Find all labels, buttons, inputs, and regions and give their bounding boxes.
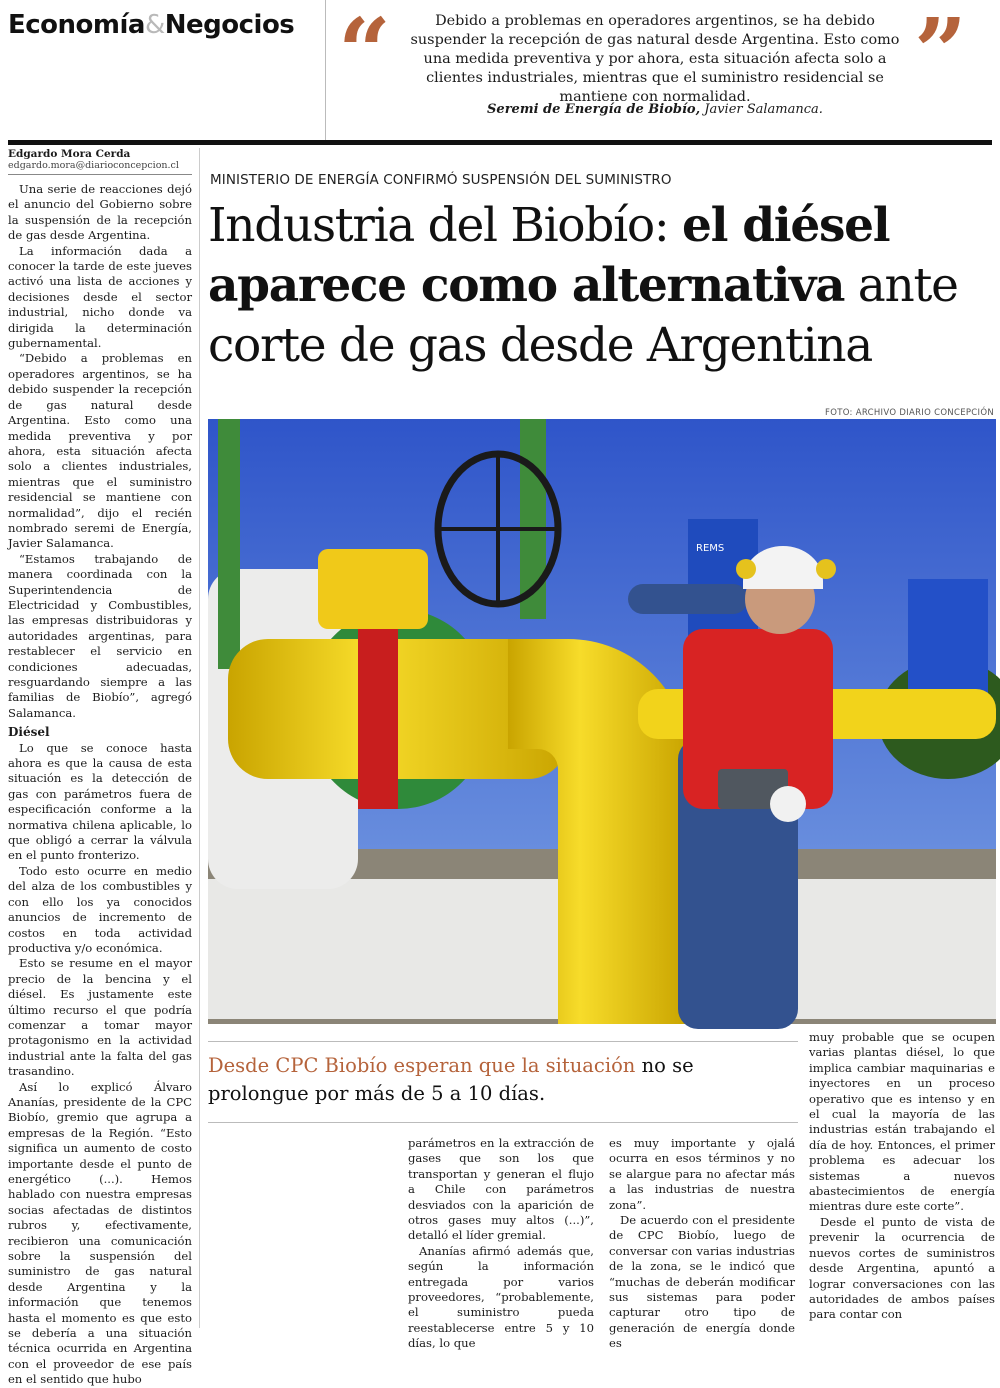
photo-illustration xyxy=(208,419,996,1024)
article-photo xyxy=(208,419,996,1024)
section-title-economia: Economía xyxy=(8,10,145,40)
article-column-2 xyxy=(408,1136,594,1351)
paragraph: La información dada a conocer la tarde de este jueves activó una lista de acciones y decisiones desde el sector industrial, nicho donde va dirigida la determinación gubernamental. xyxy=(8,243,192,351)
headline xyxy=(208,196,998,376)
kicker: MINISTERIO DE ENERGÍA CONFIRMÓ SUSPENSIÓN DEL SUMINISTRO xyxy=(210,172,672,188)
article-column-3 xyxy=(609,1136,795,1351)
pull-quote-rule-top xyxy=(208,1041,798,1042)
paragraph: Lo que se conoce hasta ahora es que la causa de esta situación es la detección de gas con parámetros fuera de especificación conforme a la normativa chilena aplicable, lo que obligó a cerrar la válvula en el punto fronterizo. xyxy=(8,740,192,863)
photo-credit: FOTO: ARCHIVO DIARIO CONCEPCIÓN xyxy=(825,408,994,418)
section-title-negocios: Negocios xyxy=(164,10,295,40)
quote-attribution-name: Javier Salamanca. xyxy=(700,102,823,117)
paragraph: Así lo explicó Álvaro Ananías, presidente de la CPC Biobío, gremio que agrupa a empresas de la Región. “Esto significa un aumento de costo importante desde el punto de energético (...). Hemos hablado con nuestra empresas socias afectadas de distintos rubros y, efectivamente, recibieron una comunicación sobre la suspensión del suministro de gas natural desde Argentina y la información que tenemos hasta el momento es que esto se debería a una situación técnica ocurrida en Argentina con el proveedor de ese país en el sentido que hubo xyxy=(8,1079,192,1387)
header-rule xyxy=(8,140,992,145)
paragraph: parámetros en la extracción de gases que son los que transportan y generan el flujo a Chile con parámetros desviados con la aparición de otros gases muy altos (...)”, detalló el líder gremial. xyxy=(408,1136,594,1243)
equipment-brand-label: REMS xyxy=(696,543,725,554)
byline-name: Edgardo Mora Cerda xyxy=(8,148,131,160)
header-quote: Debido a problemas en operadores argentinos, se ha debido suspender la recepción de gas natural desde Argentina. Esto como una medida preventiva y por ahora, esta situación afecta solo a clientes industriales, mientras que el suministro residencial se mantiene con normalidad. xyxy=(410,13,900,105)
paragraph: Ananías afirmó además que, según la información entregada por varios proveedores, “probablemente, el suministro pueda reestablecerse entre 5 y 10 días, lo que xyxy=(408,1243,594,1351)
paragraph: De acuerdo con el presidente de CPC Biobío, luego de conversar con varias industrias de la zona, se le indicó que “muchas de deberán modificar sus sistemas para poder capturar otro tipo de generación de energía donde es xyxy=(609,1213,795,1351)
pull-quote-rule-bottom xyxy=(208,1122,798,1123)
pull-quote-accent: Desde CPC Biobío esperan que la situación xyxy=(208,1054,636,1077)
byline-rule xyxy=(8,174,192,175)
pull-quote-rest: no se prolongue por más de 5 a 10 días. xyxy=(208,1054,694,1105)
byline-email: edgardo.mora@diarioconcepcion.cl xyxy=(8,160,179,171)
paragraph: Todo esto ocurre en medio del alza de los combustibles y con ello los ya conocidos anuncios de incremento de costos en toda actividad productiva y/o económica. xyxy=(8,863,192,955)
header-quote-attribution xyxy=(400,102,910,117)
headline-bold: el diésel aparece como alternativa xyxy=(208,198,890,313)
quote-attribution-title: Seremi de Energía de Biobío, xyxy=(487,102,701,117)
paragraph: Una serie de reacciones dejó el anuncio del Gobierno sobre la suspensión de la recepción de gas desde Argentina. xyxy=(8,182,192,243)
paragraph: Desde el punto de vista de prevenir la ocurrencia de nuevos cortes de suministros desde Argentina, apuntó a lograr conversaciones con las autoridades de ambos países para contar con xyxy=(809,1214,995,1322)
paragraph: es muy importante y ojalá ocurra en esos términos y no se alargue para no afectar más a las industrias de nuestra zona”. xyxy=(609,1136,795,1212)
header-divider xyxy=(325,0,326,140)
article-column-4 xyxy=(809,1030,995,1330)
headline-part-2: ante corte de gas desde Argentina xyxy=(208,258,958,373)
article-column-1 xyxy=(8,182,192,1387)
paragraph: “Debido a problemas en operadores argentinos, se ha debido suspender la recepción de gas natural desde Argentina. Esto como una medida preventiva y por ahora, esta situación afecta solo a clientes industriales, mientras que el suministro residencial se mantiene con normalidad”, dijo el recién nombrado seremi de Energía, Javier Salamanca. xyxy=(8,351,192,551)
open-quote-icon: “ xyxy=(338,0,391,106)
paragraph: Esto se resume en el mayor precio de la bencina y el diésel. Es justamente este último recurso el que podría comenzar a tomar mayor protagonismo en la actividad industrial ante la falta del gas trasandino. xyxy=(8,956,192,1079)
column-separator xyxy=(199,148,200,1328)
close-quote-icon: ” xyxy=(914,0,967,106)
headline-part-1: Industria del Biobío: xyxy=(208,198,682,253)
paragraph: “Estamos trabajando de manera coordinada con la Superintendencia de Electricidad y Combustibles, las empresas distribuidoras y autoridades argentinas, para restablecer el servicio en condiciones adecuadas, resguardando siempre a las familias de Biobío”, agregó Salamanca. xyxy=(8,551,192,720)
subhead-diesel: Diésel xyxy=(8,725,50,740)
section-title xyxy=(8,10,294,40)
paragraph: muy probable que se ocupen varias plantas diésel, lo que implica cambiar maquinarias e inyectores en un proceso operativo que es intenso y en el cual la mayoría de las industrias están trabajando el día de hoy. Entonces, el primer problema es adecuar los sistemas a nuevos abastecimientos de energía mientras dure este corte”. xyxy=(809,1030,995,1214)
section-title-ampersand: & xyxy=(144,10,165,40)
pull-quote xyxy=(208,1052,798,1108)
